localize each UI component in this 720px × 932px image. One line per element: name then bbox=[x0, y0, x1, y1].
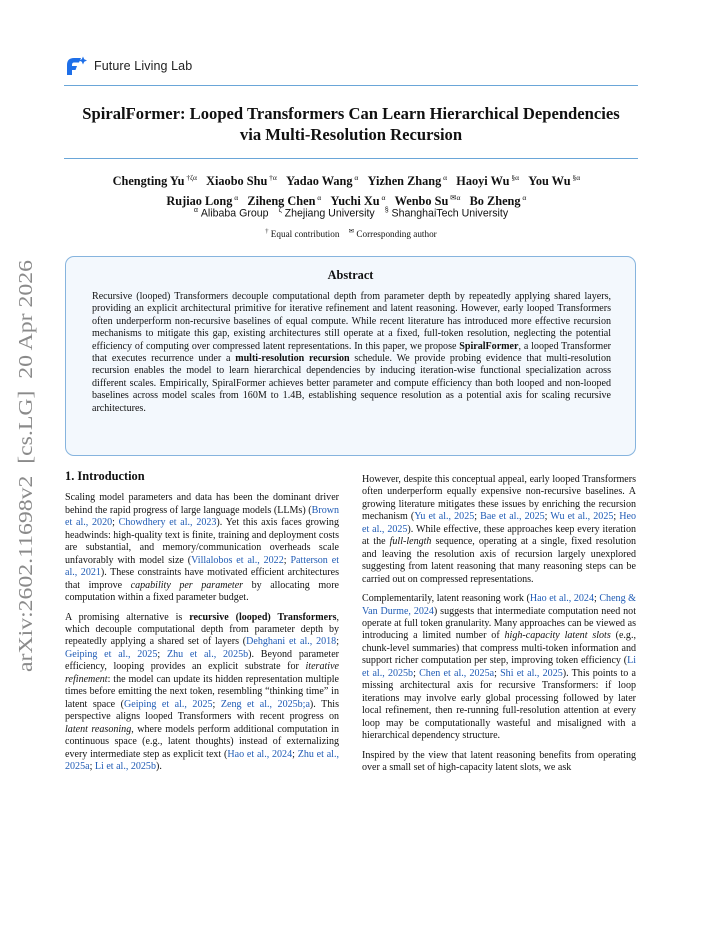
citation-link[interactable]: Li et al., 2025b bbox=[94, 760, 156, 772]
citation-link[interactable]: Zeng et al., 2025b;a bbox=[220, 698, 310, 710]
section-heading-introduction: 1. Introduction bbox=[65, 469, 145, 483]
author-list bbox=[64, 170, 638, 209]
paper-title bbox=[64, 103, 638, 145]
author-name: You Wu bbox=[528, 174, 571, 189]
bold-term: recursive (looped) Transformers bbox=[189, 611, 337, 623]
corresponding-author-note: Corresponding author bbox=[356, 229, 437, 240]
author-affiliation-marks: α bbox=[352, 173, 359, 182]
emphasis-text: full-length bbox=[389, 536, 432, 548]
affiliation-mark: § bbox=[384, 207, 389, 214]
paragraph-text: , where models perform additional computation in continuous space (e.g., latent thoughts) instead of externalizing every intermediate step as explicit text ( bbox=[65, 723, 339, 760]
citation-link[interactable]: Geiping et al., 2025 bbox=[124, 698, 213, 710]
emphasis-text: high-capacity latent slots bbox=[504, 630, 611, 642]
paragraph-text: ; bbox=[593, 593, 600, 605]
title-line-1: SpiralFormer: Looped Transformers Can Learn Hierarchical Dependencies bbox=[82, 104, 620, 123]
title-divider bbox=[64, 158, 638, 159]
paragraph-text: ; bbox=[613, 511, 620, 523]
abstract-part: schedule. We provide probing evidence that multi-resolution recursion enables the model to learn hierarchical dependencies by inducing iteration-wise functional specialization across different scales. Empirically, SpiralFormer achieves better parameter and compute efficiency than both looped and non-looped baselines across model scales from 160M to 1.4B, establishing sequence resolution as a potential axis for scaling recursive architectures. bbox=[92, 353, 611, 414]
author-affiliation-marks: α bbox=[315, 192, 322, 202]
paragraph-text: ; bbox=[283, 554, 291, 566]
citation-link[interactable]: Dehghani et al., 2018 bbox=[246, 636, 337, 648]
arxiv-stamp-text: arXiv:2602.11698v2 [cs.LG] 20 Apr 2026 bbox=[15, 316, 37, 672]
author-affiliation-marks: †ζα bbox=[184, 173, 197, 182]
author-affiliation-marks: α bbox=[520, 192, 527, 202]
citation-link[interactable]: Villalobos et al., 2022 bbox=[191, 554, 284, 566]
affiliation-mark: α bbox=[193, 207, 198, 214]
citation-link[interactable]: Heo et al., 2025 bbox=[362, 511, 637, 535]
corresponding-mark: ✉ bbox=[348, 228, 355, 235]
affiliation-mark: ζ bbox=[278, 207, 282, 214]
paragraph-text: ). Yet this axis faces growing headwinds: high-quality text is finite, training and deployment costs are substantial, and memory/communication overheads scale unfavorably with model size ( bbox=[65, 517, 339, 566]
abstract-text bbox=[92, 291, 611, 415]
author-name: Haoyi Wu bbox=[456, 174, 510, 189]
citation-link[interactable]: Hao et al., 2024 bbox=[529, 593, 594, 605]
emphasis-text: latent reasoning bbox=[65, 723, 132, 735]
paragraph-text: ) suggests that intermediate computation need not operate at full token granularity. Many approaches can be viewed as introducing a limited number of bbox=[362, 605, 636, 642]
author-line-1 bbox=[64, 170, 638, 190]
citation-link[interactable]: Chowdhery et al., 2023 bbox=[118, 517, 217, 529]
citation-link[interactable]: Li et al., 2025b bbox=[362, 655, 636, 679]
intro-paragraph-3 bbox=[362, 474, 636, 586]
brand-name: Future Living Lab bbox=[94, 58, 193, 73]
paragraph-text: by allocating more computation within a fixed parameter budget. bbox=[65, 579, 340, 604]
intro-paragraph-4 bbox=[362, 593, 636, 742]
paragraph-text: ; bbox=[413, 667, 420, 679]
citation-link[interactable]: Hao et al., 2024 bbox=[227, 748, 293, 760]
citation-link[interactable]: Chen et al., 2025a bbox=[419, 667, 495, 679]
paragraph-text: (e.g., chunk-level summaries) that compress multi-token information and support richer computation per step, improving token efficiency ( bbox=[362, 630, 636, 667]
affiliation-name: ShanghaiTech University bbox=[388, 207, 509, 220]
citation-link[interactable]: Bae et al., 2025 bbox=[480, 511, 545, 523]
paragraph-text: ; bbox=[336, 636, 339, 648]
author-name: Rujiao Long bbox=[166, 193, 233, 208]
author-notes bbox=[64, 227, 638, 239]
citation-link[interactable]: Yu et al., 2025 bbox=[414, 511, 475, 523]
paragraph-text: ; bbox=[544, 511, 551, 523]
citation-link[interactable]: Zhu et al., 2025a bbox=[65, 748, 339, 772]
paragraph-text: ). While effective, these approaches keep every iteration at the bbox=[362, 523, 636, 548]
citation-link[interactable]: Zhu et al., 2025b bbox=[166, 648, 249, 660]
affiliation-name: Alibaba Group bbox=[197, 207, 269, 220]
intro-paragraph-1 bbox=[65, 492, 339, 604]
author-affiliation-marks: α bbox=[379, 192, 386, 202]
author-name: Yadao Wang bbox=[286, 174, 353, 189]
top-divider bbox=[64, 85, 638, 86]
citation-link[interactable]: Shi et al., 2025 bbox=[500, 667, 563, 679]
emphasis-text: capability per parameter bbox=[130, 579, 244, 591]
citation-link[interactable]: Wu et al., 2025 bbox=[550, 511, 614, 523]
author-affiliation-marks: †α bbox=[267, 173, 277, 182]
emphasis-text: iterative refinement bbox=[65, 661, 339, 685]
affiliation-name: Zhejiang University bbox=[281, 207, 375, 220]
author-affiliation-marks: ✉α bbox=[448, 192, 461, 202]
citation-link[interactable]: Cheng & Van Durme, 2024 bbox=[362, 593, 636, 617]
paragraph-text: ; bbox=[494, 667, 501, 679]
author-name: Bo Zheng bbox=[469, 193, 521, 208]
title-line-2: via Multi-Resolution Recursion bbox=[239, 125, 463, 144]
futurelivinglab-logo-icon bbox=[64, 55, 90, 76]
abstract-part: Recursive (looped) Transformers decouple computational depth from parameter depth by repeatedly applying shared layers, providing an explicit architectural primitive for iterative refinement and latent reasoning. However, early looped Transformers often underperform non-recursive baselines of equal compute. While recent literature has introduced more effective recursion mechanisms to mitigate this gap, existing architectures still operate at a fixed, full-token resolution, neglecting the potential efficiency of computing over compressed latent representations. In this paper, we propose bbox=[92, 291, 611, 352]
arxiv-identifier-stamp bbox=[8, 258, 38, 672]
abstract-heading: Abstract bbox=[327, 268, 374, 282]
left-column bbox=[65, 470, 339, 780]
paragraph-text: ; bbox=[157, 648, 167, 660]
author-affiliation-marks: §α bbox=[509, 173, 520, 182]
paragraph-text: Inspired by the view that latent reasoning benefits from operating over a small set of high-capacity latent slots, we ask bbox=[362, 749, 636, 773]
author-affiliation-marks: §α bbox=[570, 173, 581, 182]
brand-logo bbox=[64, 55, 192, 76]
paragraph-text: ; bbox=[212, 698, 221, 710]
citation-link[interactable]: Brown et al., 2020 bbox=[65, 504, 339, 529]
paragraph-text: ). Beyond parameter efficiency, looping provides an explicit substrate for bbox=[65, 648, 340, 673]
intro-paragraph-5 bbox=[362, 750, 636, 775]
equal-mark: † bbox=[265, 228, 269, 235]
abstract-key-term: multi-resolution recursion bbox=[235, 353, 350, 365]
paragraph-text: ; bbox=[474, 511, 481, 523]
author-name: Ziheng Chen bbox=[247, 193, 316, 208]
author-affiliation-marks: α bbox=[232, 192, 239, 202]
paragraph-text: ). This perspective aligns looped Transformers with recent progress on bbox=[65, 698, 339, 723]
citation-link[interactable]: Geiping et al., 2025 bbox=[65, 648, 158, 660]
paragraph-text: A promising alternative is bbox=[65, 611, 190, 623]
abstract-model-name: SpiralFormer bbox=[459, 340, 519, 352]
author-name: Wenbo Su bbox=[394, 193, 449, 208]
paragraph-text: ; bbox=[112, 517, 119, 529]
citation-link[interactable]: Patterson et al., 2021 bbox=[65, 554, 339, 579]
paragraph-text: sequence, operating at a single, fixed resolution and leaving the resolution axis of recursion largely unexplored suggesting from latent reasoning that many reasoning steps can be carried out on compressed representations. bbox=[362, 536, 636, 585]
paragraph-text: Complementarily, latent reasoning work ( bbox=[362, 593, 530, 605]
paragraph-text: ; bbox=[292, 748, 298, 760]
right-column bbox=[362, 474, 636, 781]
abstract-part: , a looped Transformer that executes recurrence under a bbox=[92, 340, 611, 365]
paragraph-text: Scaling model parameters and data has been the dominant driver behind the rapid progress of large language models (LLMs) ( bbox=[65, 492, 339, 516]
affiliations bbox=[64, 207, 638, 220]
intro-paragraph-2 bbox=[65, 612, 339, 774]
author-name: Xiaobo Shu bbox=[206, 174, 268, 189]
equal-contribution-note: Equal contribution bbox=[270, 229, 340, 240]
author-name: Yuchi Xu bbox=[330, 193, 380, 208]
abstract-box bbox=[65, 256, 636, 456]
paragraph-text: However, despite this conceptual appeal, early looped Transformers often underperform equally expensive non-recursive baselines. A growing literature mitigates these issues by enriching the recursion mechanism ( bbox=[362, 474, 636, 523]
author-name: Chengting Yu bbox=[112, 174, 185, 189]
paragraph-text: ). bbox=[155, 760, 162, 772]
author-name: Yizhen Zhang bbox=[367, 174, 442, 189]
paragraph-text: ). These constraints have motivated efficient architectures that improve bbox=[65, 567, 339, 591]
paragraph-text: ). This points to a missing architectural axis for recursive Transformers: if loop iterations may involve early global processing followed by later local refinement, then re-running full-resolution attention at every loop may be computationally wasteful and misaligned with a hierarchical dependency structure. bbox=[362, 667, 637, 742]
paragraph-text: , which decouple computational depth from parameter depth by repeatedly applying a shared set of layers ( bbox=[65, 611, 339, 648]
paragraph-text: : the model can update its hidden representation multiple times before emitting the next token, resembling “thinking time” in latent space ( bbox=[65, 673, 339, 710]
paragraph-text: ; bbox=[89, 760, 95, 772]
author-affiliation-marks: α bbox=[441, 173, 448, 182]
